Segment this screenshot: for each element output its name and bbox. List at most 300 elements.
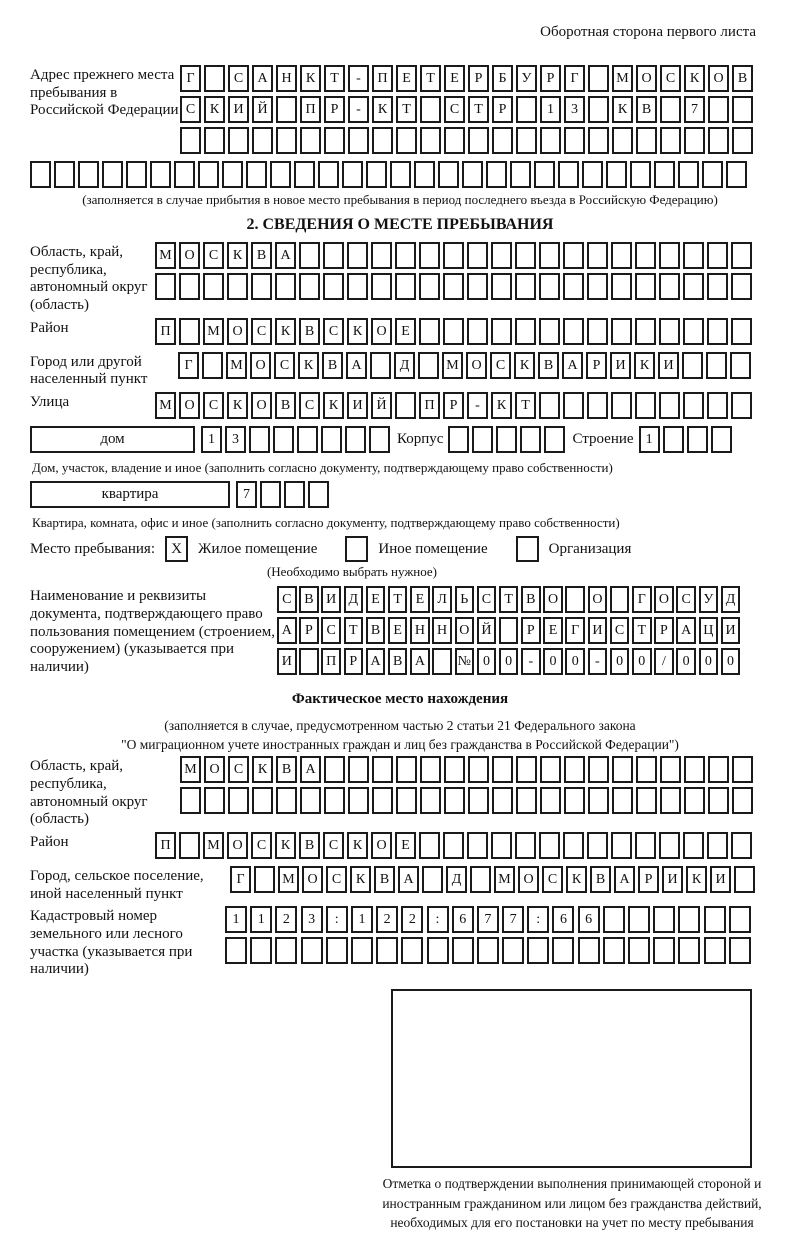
char-box[interactable]: 6 (578, 906, 600, 933)
char-box[interactable] (726, 161, 747, 188)
char-box[interactable] (516, 96, 537, 123)
char-box[interactable] (347, 273, 368, 300)
char-box[interactable] (731, 832, 752, 859)
char-box[interactable] (611, 832, 632, 859)
char-box[interactable] (299, 648, 319, 675)
char-box[interactable] (659, 273, 680, 300)
char-box[interactable] (630, 161, 651, 188)
char-box[interactable] (452, 937, 474, 964)
char-box[interactable]: Г (178, 352, 199, 379)
char-box[interactable] (323, 273, 344, 300)
char-box[interactable]: П (321, 648, 341, 675)
city-row[interactable] (178, 352, 754, 379)
char-box[interactable] (659, 832, 680, 859)
char-box[interactable] (587, 242, 608, 269)
char-box[interactable] (732, 96, 753, 123)
char-box[interactable] (534, 161, 555, 188)
char-box[interactable] (297, 426, 318, 453)
char-box[interactable]: К (634, 352, 655, 379)
char-box[interactable] (707, 392, 728, 419)
char-box[interactable] (370, 352, 391, 379)
char-box[interactable] (418, 352, 439, 379)
char-box[interactable]: : (527, 906, 549, 933)
char-box[interactable] (174, 161, 195, 188)
char-box[interactable] (628, 906, 650, 933)
char-box[interactable]: Р (324, 96, 345, 123)
char-box[interactable] (308, 481, 329, 508)
char-box[interactable] (544, 426, 565, 453)
char-box[interactable] (348, 756, 369, 783)
char-box[interactable] (587, 392, 608, 419)
char-box[interactable] (467, 273, 488, 300)
char-box[interactable] (448, 426, 469, 453)
char-box[interactable]: У (699, 586, 719, 613)
char-box[interactable] (443, 242, 464, 269)
char-box[interactable] (443, 273, 464, 300)
char-box[interactable] (683, 273, 704, 300)
char-box[interactable]: М (203, 832, 224, 859)
char-box[interactable]: А (366, 648, 386, 675)
stay-type-residential-checkbox[interactable]: X (165, 536, 188, 562)
char-box[interactable] (635, 273, 656, 300)
char-box[interactable] (711, 426, 732, 453)
char-box[interactable]: К (204, 96, 225, 123)
char-box[interactable]: М (155, 242, 176, 269)
char-box[interactable] (663, 426, 684, 453)
char-box[interactable] (444, 127, 465, 154)
char-box[interactable] (179, 318, 200, 345)
char-box[interactable] (499, 617, 519, 644)
char-box[interactable]: 7 (236, 481, 257, 508)
char-box[interactable]: М (442, 352, 463, 379)
char-box[interactable]: Е (366, 586, 386, 613)
char-box[interactable] (345, 426, 366, 453)
document-row-2[interactable] (277, 617, 743, 644)
char-box[interactable]: О (251, 392, 272, 419)
char-box[interactable]: М (155, 392, 176, 419)
char-box[interactable]: М (203, 318, 224, 345)
char-box[interactable]: Л (432, 586, 452, 613)
char-box[interactable]: О (179, 392, 200, 419)
char-box[interactable]: К (275, 318, 296, 345)
char-box[interactable]: К (323, 392, 344, 419)
char-box[interactable] (603, 906, 625, 933)
char-box[interactable] (270, 161, 291, 188)
char-box[interactable]: А (562, 352, 583, 379)
char-box[interactable]: - (467, 392, 488, 419)
stay-type-other-premises-checkbox[interactable] (345, 536, 368, 562)
char-box[interactable] (708, 756, 729, 783)
char-box[interactable]: О (588, 586, 608, 613)
char-box[interactable] (395, 242, 416, 269)
char-box[interactable] (369, 426, 390, 453)
char-box[interactable] (251, 273, 272, 300)
char-box[interactable] (372, 127, 393, 154)
char-box[interactable] (300, 787, 321, 814)
char-box[interactable]: С (251, 318, 272, 345)
char-box[interactable] (636, 127, 657, 154)
char-box[interactable]: М (180, 756, 201, 783)
char-box[interactable] (540, 787, 561, 814)
char-box[interactable] (516, 127, 537, 154)
char-box[interactable] (444, 787, 465, 814)
char-box[interactable]: И (588, 617, 608, 644)
char-box[interactable]: С (277, 586, 297, 613)
char-box[interactable]: Д (721, 586, 741, 613)
char-box[interactable] (502, 937, 524, 964)
char-box[interactable]: С (477, 586, 497, 613)
char-box[interactable] (276, 96, 297, 123)
char-box[interactable]: Г (230, 866, 251, 893)
char-box[interactable] (563, 242, 584, 269)
char-box[interactable]: Е (410, 586, 430, 613)
char-box[interactable] (588, 756, 609, 783)
char-box[interactable] (491, 318, 512, 345)
char-box[interactable]: 1 (225, 906, 247, 933)
char-box[interactable] (635, 242, 656, 269)
char-box[interactable] (420, 787, 441, 814)
char-box[interactable] (515, 318, 536, 345)
char-box[interactable] (565, 586, 585, 613)
char-box[interactable]: М (612, 65, 633, 92)
char-box[interactable]: 0 (499, 648, 519, 675)
char-box[interactable] (366, 161, 387, 188)
char-box[interactable] (707, 832, 728, 859)
char-box[interactable] (443, 832, 464, 859)
char-box[interactable] (299, 242, 320, 269)
char-box[interactable] (636, 787, 657, 814)
char-box[interactable]: 7 (684, 96, 705, 123)
char-box[interactable]: В (299, 586, 319, 613)
char-box[interactable] (687, 426, 708, 453)
char-box[interactable]: № (455, 648, 475, 675)
char-box[interactable] (54, 161, 75, 188)
char-box[interactable]: Р (299, 617, 319, 644)
char-box[interactable] (539, 242, 560, 269)
char-box[interactable]: П (419, 392, 440, 419)
char-box[interactable]: Р (638, 866, 659, 893)
char-box[interactable]: П (155, 832, 176, 859)
char-box[interactable]: 2 (275, 906, 297, 933)
char-box[interactable]: В (366, 617, 386, 644)
char-box[interactable]: К (347, 318, 368, 345)
char-box[interactable]: В (276, 756, 297, 783)
char-box[interactable] (227, 273, 248, 300)
char-box[interactable]: - (521, 648, 541, 675)
char-box[interactable] (249, 426, 270, 453)
char-box[interactable]: И (710, 866, 731, 893)
char-box[interactable]: Т (632, 617, 652, 644)
stay-type-organization-checkbox[interactable] (516, 536, 539, 562)
char-box[interactable] (348, 127, 369, 154)
char-box[interactable] (420, 756, 441, 783)
char-box[interactable]: О (455, 617, 475, 644)
char-box[interactable]: К (275, 832, 296, 859)
char-box[interactable] (294, 161, 315, 188)
char-box[interactable]: Т (499, 586, 519, 613)
char-box[interactable] (515, 242, 536, 269)
char-box[interactable] (395, 392, 416, 419)
char-box[interactable] (682, 352, 703, 379)
char-box[interactable]: Н (410, 617, 430, 644)
char-box[interactable]: О (636, 65, 657, 92)
char-box[interactable] (376, 937, 398, 964)
char-box[interactable] (659, 392, 680, 419)
char-box[interactable]: Ц (699, 617, 719, 644)
char-box[interactable]: К (686, 866, 707, 893)
char-box[interactable] (612, 127, 633, 154)
char-box[interactable]: В (538, 352, 559, 379)
char-box[interactable] (371, 242, 392, 269)
char-box[interactable]: Р (654, 617, 674, 644)
char-box[interactable] (564, 756, 585, 783)
char-box[interactable] (539, 318, 560, 345)
char-box[interactable]: Д (446, 866, 467, 893)
char-box[interactable] (636, 756, 657, 783)
char-box[interactable]: - (348, 65, 369, 92)
char-box[interactable]: 6 (552, 906, 574, 933)
char-box[interactable]: С (323, 318, 344, 345)
char-box[interactable]: В (374, 866, 395, 893)
char-box[interactable]: В (636, 96, 657, 123)
char-box[interactable]: Г (565, 617, 585, 644)
char-box[interactable]: 2 (401, 906, 423, 933)
char-box[interactable]: Е (444, 65, 465, 92)
char-box[interactable]: К (300, 65, 321, 92)
char-box[interactable] (683, 832, 704, 859)
char-box[interactable] (612, 787, 633, 814)
char-box[interactable] (731, 273, 752, 300)
char-box[interactable] (202, 352, 223, 379)
char-box[interactable] (252, 787, 273, 814)
char-box[interactable]: Т (396, 96, 417, 123)
char-box[interactable] (635, 392, 656, 419)
char-box[interactable] (731, 392, 752, 419)
char-box[interactable]: 1 (250, 906, 272, 933)
char-box[interactable] (492, 127, 513, 154)
char-box[interactable] (323, 242, 344, 269)
char-box[interactable] (275, 273, 296, 300)
char-box[interactable]: Р (540, 65, 561, 92)
char-box[interactable] (635, 318, 656, 345)
cadastral-row-1[interactable] (225, 906, 754, 933)
char-box[interactable]: Т (388, 586, 408, 613)
char-box[interactable] (564, 127, 585, 154)
char-box[interactable] (228, 127, 249, 154)
prev-address-row-4[interactable] (30, 161, 770, 188)
char-box[interactable]: 7 (502, 906, 524, 933)
char-box[interactable] (684, 127, 705, 154)
char-box[interactable] (246, 161, 267, 188)
char-box[interactable]: П (372, 65, 393, 92)
char-box[interactable] (372, 756, 393, 783)
char-box[interactable] (351, 937, 373, 964)
char-box[interactable] (102, 161, 123, 188)
char-box[interactable] (702, 161, 723, 188)
char-box[interactable]: С (676, 586, 696, 613)
char-box[interactable]: У (516, 65, 537, 92)
char-box[interactable]: О (250, 352, 271, 379)
char-box[interactable] (438, 161, 459, 188)
char-box[interactable] (180, 787, 201, 814)
char-box[interactable]: О (371, 318, 392, 345)
char-box[interactable] (704, 906, 726, 933)
char-box[interactable] (126, 161, 147, 188)
char-box[interactable] (610, 586, 630, 613)
char-box[interactable]: О (654, 586, 674, 613)
char-box[interactable]: Й (371, 392, 392, 419)
char-box[interactable] (371, 273, 392, 300)
char-box[interactable] (578, 937, 600, 964)
char-box[interactable]: А (300, 756, 321, 783)
char-box[interactable] (401, 937, 423, 964)
char-box[interactable] (496, 426, 517, 453)
char-box[interactable] (587, 832, 608, 859)
char-box[interactable]: 3 (225, 426, 246, 453)
char-box[interactable] (732, 787, 753, 814)
char-box[interactable]: И (347, 392, 368, 419)
char-box[interactable] (660, 96, 681, 123)
char-box[interactable]: М (278, 866, 299, 893)
char-box[interactable]: С (542, 866, 563, 893)
char-box[interactable] (678, 906, 700, 933)
char-box[interactable] (204, 787, 225, 814)
char-box[interactable] (321, 426, 342, 453)
char-box[interactable] (563, 318, 584, 345)
char-box[interactable]: 1 (639, 426, 660, 453)
char-box[interactable]: Р (344, 648, 364, 675)
char-box[interactable]: 1 (351, 906, 373, 933)
char-box[interactable] (635, 832, 656, 859)
char-box[interactable]: С (326, 866, 347, 893)
char-box[interactable]: С (321, 617, 341, 644)
char-box[interactable] (588, 127, 609, 154)
char-box[interactable] (734, 866, 755, 893)
char-box[interactable] (318, 161, 339, 188)
char-box[interactable]: В (299, 832, 320, 859)
char-box[interactable]: С (180, 96, 201, 123)
char-box[interactable]: К (252, 756, 273, 783)
char-box[interactable]: С (228, 756, 249, 783)
char-box[interactable]: Р (443, 392, 464, 419)
char-box[interactable] (422, 866, 443, 893)
char-box[interactable]: Д (344, 586, 364, 613)
char-box[interactable]: К (684, 65, 705, 92)
char-box[interactable] (396, 756, 417, 783)
char-box[interactable] (588, 65, 609, 92)
char-box[interactable] (683, 392, 704, 419)
char-box[interactable]: С (274, 352, 295, 379)
char-box[interactable] (324, 756, 345, 783)
char-box[interactable] (30, 161, 51, 188)
char-box[interactable] (611, 273, 632, 300)
char-box[interactable] (527, 937, 549, 964)
char-box[interactable] (419, 832, 440, 859)
char-box[interactable] (683, 242, 704, 269)
char-box[interactable] (611, 242, 632, 269)
char-box[interactable] (606, 161, 627, 188)
char-box[interactable]: М (494, 866, 515, 893)
apartment-input[interactable] (236, 481, 332, 508)
char-box[interactable] (660, 787, 681, 814)
char-box[interactable]: 3 (301, 906, 323, 933)
char-box[interactable] (472, 426, 493, 453)
char-box[interactable]: И (610, 352, 631, 379)
char-box[interactable] (659, 318, 680, 345)
char-box[interactable] (204, 127, 225, 154)
char-box[interactable] (731, 242, 752, 269)
char-box[interactable]: Е (543, 617, 563, 644)
char-box[interactable]: О (227, 318, 248, 345)
char-box[interactable] (372, 787, 393, 814)
char-box[interactable]: Р (468, 65, 489, 92)
char-box[interactable]: И (662, 866, 683, 893)
char-box[interactable] (419, 242, 440, 269)
char-box[interactable]: С (299, 392, 320, 419)
char-box[interactable]: К (350, 866, 371, 893)
char-box[interactable]: - (348, 96, 369, 123)
char-box[interactable] (324, 787, 345, 814)
char-box[interactable] (653, 937, 675, 964)
char-box[interactable]: О (518, 866, 539, 893)
char-box[interactable] (342, 161, 363, 188)
char-box[interactable]: Ь (455, 586, 475, 613)
char-box[interactable] (203, 273, 224, 300)
char-box[interactable] (491, 273, 512, 300)
char-box[interactable] (678, 161, 699, 188)
char-box[interactable] (729, 906, 751, 933)
char-box[interactable] (486, 161, 507, 188)
char-box[interactable] (198, 161, 219, 188)
char-box[interactable] (414, 161, 435, 188)
char-box[interactable]: А (614, 866, 635, 893)
char-box[interactable]: В (251, 242, 272, 269)
char-box[interactable]: А (252, 65, 273, 92)
char-box[interactable] (491, 242, 512, 269)
char-box[interactable] (660, 127, 681, 154)
char-box[interactable]: С (203, 242, 224, 269)
char-box[interactable]: А (676, 617, 696, 644)
char-box[interactable] (467, 242, 488, 269)
char-box[interactable]: К (227, 242, 248, 269)
char-box[interactable]: 0 (676, 648, 696, 675)
house-number-input[interactable] (201, 426, 393, 453)
char-box[interactable] (552, 937, 574, 964)
char-box[interactable]: С (490, 352, 511, 379)
char-box[interactable]: В (275, 392, 296, 419)
char-box[interactable] (516, 756, 537, 783)
char-box[interactable]: И (321, 586, 341, 613)
region-row-2[interactable] (155, 273, 755, 300)
char-box[interactable] (707, 273, 728, 300)
char-box[interactable]: : (326, 906, 348, 933)
char-box[interactable] (273, 426, 294, 453)
char-box[interactable] (204, 65, 225, 92)
char-box[interactable] (225, 937, 247, 964)
char-box[interactable]: Р (586, 352, 607, 379)
char-box[interactable] (260, 481, 281, 508)
stroenie-input[interactable] (639, 426, 735, 453)
char-box[interactable]: В (521, 586, 541, 613)
actual-region-row-1[interactable] (180, 756, 756, 783)
char-box[interactable] (707, 242, 728, 269)
char-box[interactable] (396, 787, 417, 814)
char-box[interactable] (603, 937, 625, 964)
char-box[interactable] (492, 756, 513, 783)
char-box[interactable] (510, 161, 531, 188)
char-box[interactable]: О (466, 352, 487, 379)
char-box[interactable]: С (203, 392, 224, 419)
